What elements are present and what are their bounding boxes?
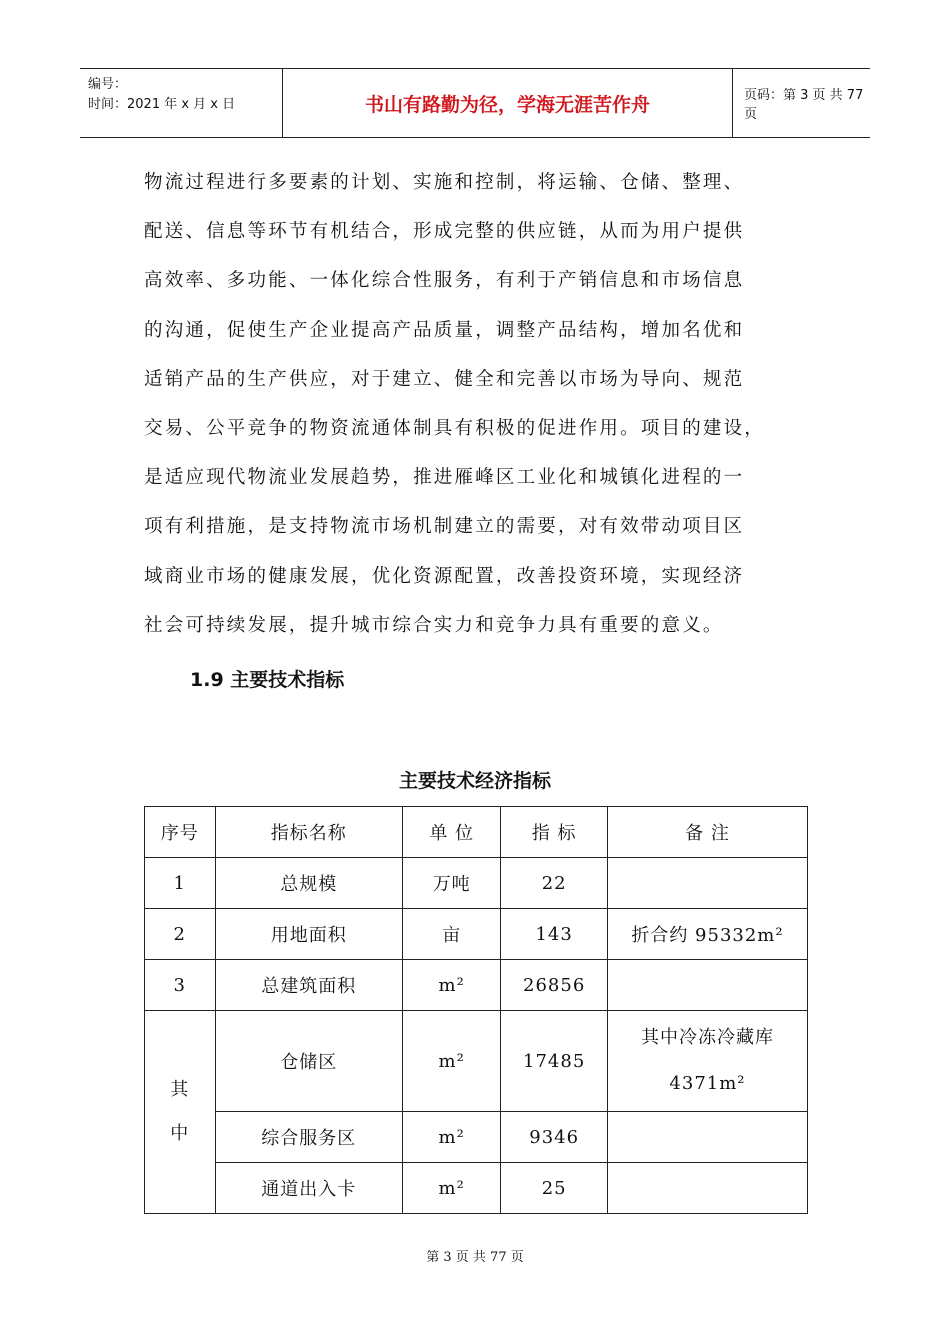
body-line: 社会可持续发展，提升城市综合实力和竞争力具有重要的意义。 — [144, 614, 724, 636]
time-label: 时间：2021 年 x 月 x 日 — [88, 97, 236, 112]
body-line: 适销产品的生产供应，对于建立、健全和完善以市场为导向、规范 — [144, 368, 745, 390]
table-header-row — [145, 807, 808, 858]
cell-name: 通道出入卡 — [215, 1163, 402, 1214]
cell-value: 9346 — [501, 1112, 608, 1163]
table-row — [145, 1011, 808, 1112]
table-row — [145, 960, 808, 1011]
cell-note — [607, 858, 807, 909]
cell-name: 用地面积 — [215, 909, 402, 960]
body-line: 配送、信息等环节有机结合，形成完整的供应链，从而为用户提供 — [144, 221, 745, 243]
header-page — [732, 69, 870, 137]
cell-value: 26856 — [501, 960, 608, 1011]
header-cell: 单 位 — [403, 807, 501, 858]
note-line: 其中冷冻冷藏库 — [640, 1027, 774, 1048]
header-meta — [80, 69, 282, 137]
header-motto: 书山有路勤为径，学海无涯苦作舟 — [282, 69, 733, 137]
section-heading: 1.9 主要技术指标 — [190, 669, 345, 691]
note-line: 4371m² — [669, 1073, 746, 1094]
cell-no: 2 — [145, 909, 216, 960]
cell-no: 3 — [145, 960, 216, 1011]
cell-name: 综合服务区 — [215, 1112, 402, 1163]
body-line: 的沟通，促使生产企业提高产品质量，调整产品结构，增加名优和 — [144, 319, 745, 341]
table-caption: 主要技术经济指标 — [398, 770, 551, 792]
cell-unit: 亩 — [403, 909, 501, 960]
number-label: 编号： — [88, 77, 128, 92]
body-line: 交易、公平竞争的物资流通体制具有积极的促进作用。项目的建设， — [144, 417, 766, 439]
body-paragraph — [144, 158, 824, 650]
group-label-cell — [145, 1011, 216, 1214]
cell-note — [607, 1011, 807, 1112]
header-cell: 指标名称 — [215, 807, 402, 858]
page-number-label: 页码：第 3 页 共 77 页 — [744, 88, 864, 122]
cell-value: 22 — [501, 858, 608, 909]
table-row — [145, 1163, 808, 1214]
cell-note — [607, 1163, 807, 1214]
indicator-table — [144, 806, 808, 1214]
cell-unit: 万吨 — [403, 858, 501, 909]
cell-value: 17485 — [501, 1011, 608, 1112]
body-line: 是适应现代物流业发展趋势，推进雁峰区工业化和城镇化进程的一 — [144, 467, 745, 489]
cell-unit: m² — [403, 960, 501, 1011]
page-header — [80, 68, 870, 138]
cell-name: 总规模 — [215, 858, 402, 909]
table-row — [145, 1112, 808, 1163]
page-footer: 第 3 页 共 77 页 — [426, 1250, 524, 1265]
table-row — [145, 909, 808, 960]
body-line: 物流过程进行多要素的计划、实施和控制，将运输、仓储、整理、 — [144, 172, 745, 193]
cell-note — [607, 1112, 807, 1163]
cell-unit: m² — [403, 1163, 501, 1214]
body-line: 项有利措施，是支持物流市场机制建立的需要，对有效带动项目区 — [144, 516, 745, 538]
cell-name: 仓储区 — [215, 1011, 402, 1112]
header-cell: 备 注 — [607, 807, 807, 858]
cell-note: 折合约 95332m² — [607, 909, 807, 960]
cell-value: 143 — [501, 909, 608, 960]
table-row — [145, 858, 808, 909]
cell-unit: m² — [403, 1112, 501, 1163]
cell-note — [607, 960, 807, 1011]
cell-name: 总建筑面积 — [215, 960, 402, 1011]
body-line: 域商业市场的健康发展，优化资源配置，改善投资环境，实现经济 — [144, 565, 745, 587]
cell-value: 25 — [501, 1163, 608, 1214]
group-label: 中 — [170, 1123, 190, 1144]
header-cell: 序号 — [145, 807, 216, 858]
cell-no: 1 — [145, 858, 216, 909]
header-cell: 指 标 — [501, 807, 608, 858]
group-label: 其 — [170, 1079, 190, 1100]
cell-unit: m² — [403, 1011, 501, 1112]
body-line: 高效率、多功能、一体化综合性服务，有利于产销信息和市场信息 — [144, 270, 745, 292]
